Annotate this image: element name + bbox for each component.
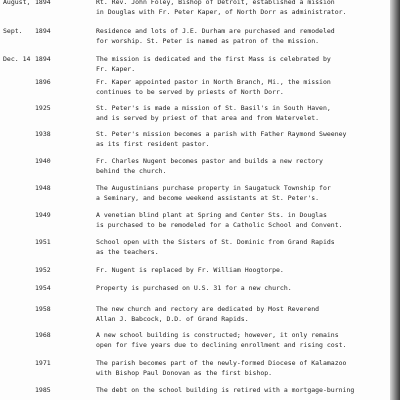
entry-text-line: Property is purchased on U.S. 31 for a new church. — [96, 284, 292, 292]
entry-text-line: as its first resident pastor. — [96, 139, 210, 148]
entry-text — [96, 55, 331, 74]
entry-text — [96, 305, 319, 324]
entry-month: Dec. 14 — [3, 55, 31, 63]
entry-year: 1949 — [35, 211, 51, 219]
entry-text — [96, 184, 331, 203]
entry-year: 1951 — [35, 238, 51, 246]
entry-text-line: in Douglas with Fr. Peter Kaper, of North Dorr as administrator. — [96, 7, 347, 16]
entry-text — [96, 238, 335, 257]
entry-year: 1985 — [35, 386, 51, 394]
entry-text — [96, 331, 346, 350]
entry-text-line: Fr. Nugent is replaced by Fr. William Hoogtorpe. — [96, 266, 284, 274]
entry-text-line: St. Peter's mission becomes a parish with Father Raymond Sweeney — [96, 130, 347, 138]
entry-year: 1925 — [35, 104, 51, 112]
entry-year: 1894 — [35, 0, 51, 6]
entry-text — [96, 0, 346, 17]
entry-text-line: The new church and rectory are dedicated by Most Reverend — [96, 305, 320, 313]
entry-text-line: A venetian blind plant at Spring and Center Sts. in Douglas — [96, 211, 327, 219]
entry-text — [96, 157, 323, 176]
entry-text — [96, 78, 331, 97]
entry-year: 1894 — [35, 55, 51, 63]
entry-text-line: with Bishop Paul Donovan as the first bishop. — [96, 368, 273, 377]
entry-text-line: for worship. St. Peter is named as patron of the mission. — [96, 36, 320, 45]
entry-text-line: and is served by priest of that area and from Watervelet. — [96, 113, 320, 122]
entry-text-line: The parish becomes part of the newly-formed Diocese of Kalamazoo — [96, 359, 347, 367]
entry-text-line: The mission is dedicated and the first Mass is celebrated by — [96, 55, 331, 63]
entry-text-line: Allan J. Babcock, D.D. of Grand Rapids. — [96, 314, 249, 323]
entry-text — [96, 27, 335, 46]
entry-text-line: Fr. Kaper. — [96, 64, 136, 73]
entry-text-line: A new school building is constructed; however, it only remains — [96, 331, 339, 339]
entry-text — [96, 386, 354, 396]
entry-year: 1896 — [35, 78, 51, 86]
entry-text-line: Residence and lots of J.E. Durham are purchased and remodeled — [96, 27, 335, 35]
entry-year: 1948 — [35, 184, 51, 192]
entry-text — [96, 266, 284, 276]
entry-year: 1940 — [35, 157, 51, 165]
entry-year: 1954 — [35, 284, 51, 292]
entry-text-line: is purchased to be remodeled for a Catholic School and Convent. — [96, 220, 343, 229]
entry-text-line: continues to be served by priests of North Dorr. — [96, 87, 284, 96]
entry-month: Sept. — [3, 27, 23, 35]
entry-text-line: Fr. Charles Nugent becomes pastor and builds a new rectory — [96, 157, 323, 165]
entry-text-line: School open with the Sisters of St. Dominic from Grand Rapids — [96, 238, 335, 246]
entry-year: 1958 — [35, 305, 51, 313]
entry-text-line: The Augustinians purchase property in Saugatuck Township for — [96, 184, 331, 192]
entry-year: 1952 — [35, 266, 51, 274]
entry-year: 1938 — [35, 130, 51, 138]
entry-text — [96, 284, 292, 294]
entry-text — [96, 359, 346, 378]
entry-year: 1894 — [35, 27, 51, 35]
entry-text-line: a Seminary, and become weekend assistants at St. Peter's. — [96, 193, 320, 202]
entry-text-line: open for five years due to declining enrollment and rising cost. — [96, 340, 347, 349]
page-binding-edge — [390, 0, 400, 400]
entry-text-line: St. Peter's is made a mission of St. Basil's in South Haven, — [96, 104, 331, 112]
entry-text-line: The debt on the school building is retired with a mortgage-burning — [96, 386, 355, 394]
entry-text-line: as the teachers. — [96, 247, 159, 256]
entry-text — [96, 104, 331, 123]
entry-year: 1968 — [35, 331, 51, 339]
entry-text-line: Fr. Kaper appointed pastor in North Branch, Mi., the mission — [96, 78, 331, 86]
entry-month: August, — [3, 0, 31, 6]
entry-text-line: behind the church. — [96, 166, 167, 175]
entry-text — [96, 130, 346, 149]
entry-text — [96, 211, 343, 230]
entry-text-line: Rt. Rev. John Foley, Bishop of Detroit, established a mission — [96, 0, 335, 6]
entry-year: 1971 — [35, 359, 51, 367]
